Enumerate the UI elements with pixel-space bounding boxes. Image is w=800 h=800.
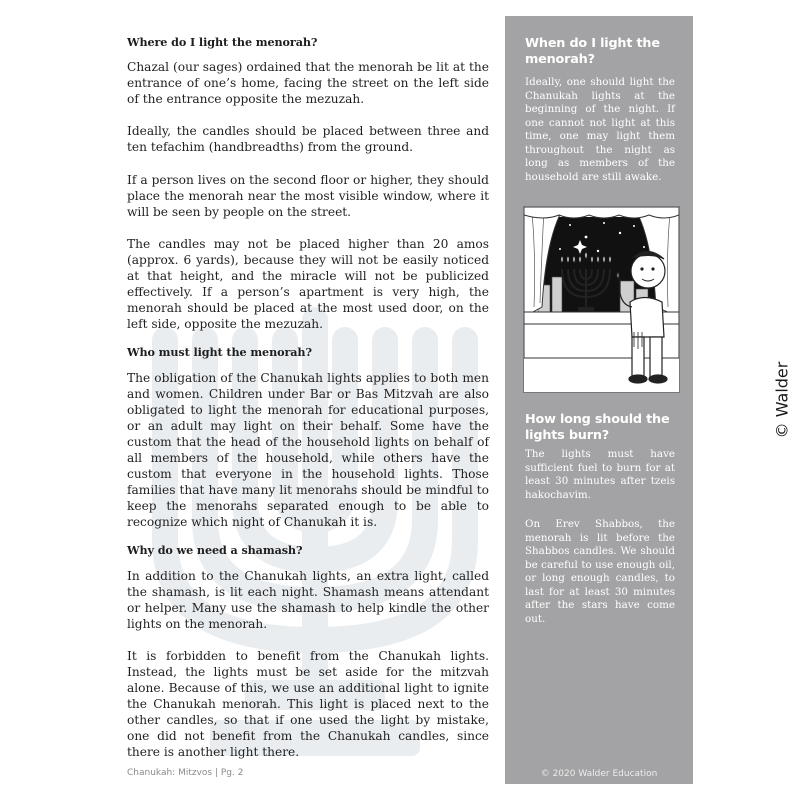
main-column <box>127 34 489 777</box>
sidebar-heading-how-long: How long should the lights burn? <box>525 412 670 443</box>
sidebar-footer: © 2020 Walder Education <box>540 769 658 779</box>
menorah-illustration <box>523 206 680 393</box>
sidebar-heading-when: When do I light the menorah? <box>525 36 660 67</box>
copyright-text: © Walder <box>772 361 792 439</box>
sidebar-text: Ideally, one should light the Chanukah lights at the beginning of the night. If one cannot not light at this time, one may light them throughout the night as long as members of the household are still awake. <box>525 76 675 183</box>
copyright-label <box>770 340 794 460</box>
page-footer: Chanukah: Mitzvos | Pg. 2 <box>127 768 244 778</box>
paragraph: If a person lives on the second floor or higher, they should place the menorah near the most visible window, where it will be seen by people on the street. <box>127 172 489 219</box>
sidebar-text: The lights must have sufficient fuel to burn for at least 30 minutes after tzeis hakochavim. <box>525 448 675 501</box>
heading-where: Where do I light the menorah? <box>127 35 318 49</box>
paragraph: Chazal (our sages) ordained that the menorah be lit at the entrance of one’s home, facing the street on the left side of the entrance opposite the mezuzah. <box>127 60 489 107</box>
paragraph: The candles may not be placed higher than 20 amos (approx. 6 yards), because they will not be easily noticed at that height, and the miracle will not be publicized effectively. If a person’s apartment is very high, the menorah should be placed at the most used door, on the left side, opposite the mezuzah. <box>127 236 489 332</box>
heading-who: Who must light the menorah? <box>127 345 312 360</box>
sidebar <box>505 16 693 784</box>
paragraph: It is forbidden to benefit from the Chanukah lights. Instead, the lights must be set aside for the mitzvah alone. Because of this, we use an additional light to ignite the Chanukah menorah. This light is placed next to the other candles, so that if one used the light by mistake, one did not benefit from the Chanukah candles, since there is another light there. <box>127 648 489 760</box>
paragraph: The obligation of the Chanukah lights applies to both men and women. Children under Bar or Bas Mitzvah are also obligated to light the menorah for educational purposes, or an adult may light on their behalf. Some have the custom that the head of the household lights on behalf of all members of the household, while others have the custom that everyone in the household lights. Those families that have many lit menorahs should be mindful to keep the menorahs separated enough to be able to recognize which night of Chanukah it is. <box>127 370 489 530</box>
paragraph: In addition to the Chanukah lights, an extra light, called the shamash, is lit each night. Shamash means attendant or helper. Many use the shamash to help kindle the other lights on the menorah. <box>127 568 489 631</box>
sidebar-text: On Erev Shabbos, the menorah is lit before the Shabbos candles. We should be careful to use enough oil, or long enough candles, to last for at least 30 minutes after the stars have come out. <box>525 518 675 625</box>
sidebar-block-when <box>525 36 675 184</box>
paragraph: Ideally, the candles should be placed between three and ten tefachim (handbreadths) from the ground. <box>127 124 489 155</box>
sidebar-block-how-long <box>525 412 675 642</box>
heading-shamash: Why do we need a shamash? <box>127 543 303 558</box>
